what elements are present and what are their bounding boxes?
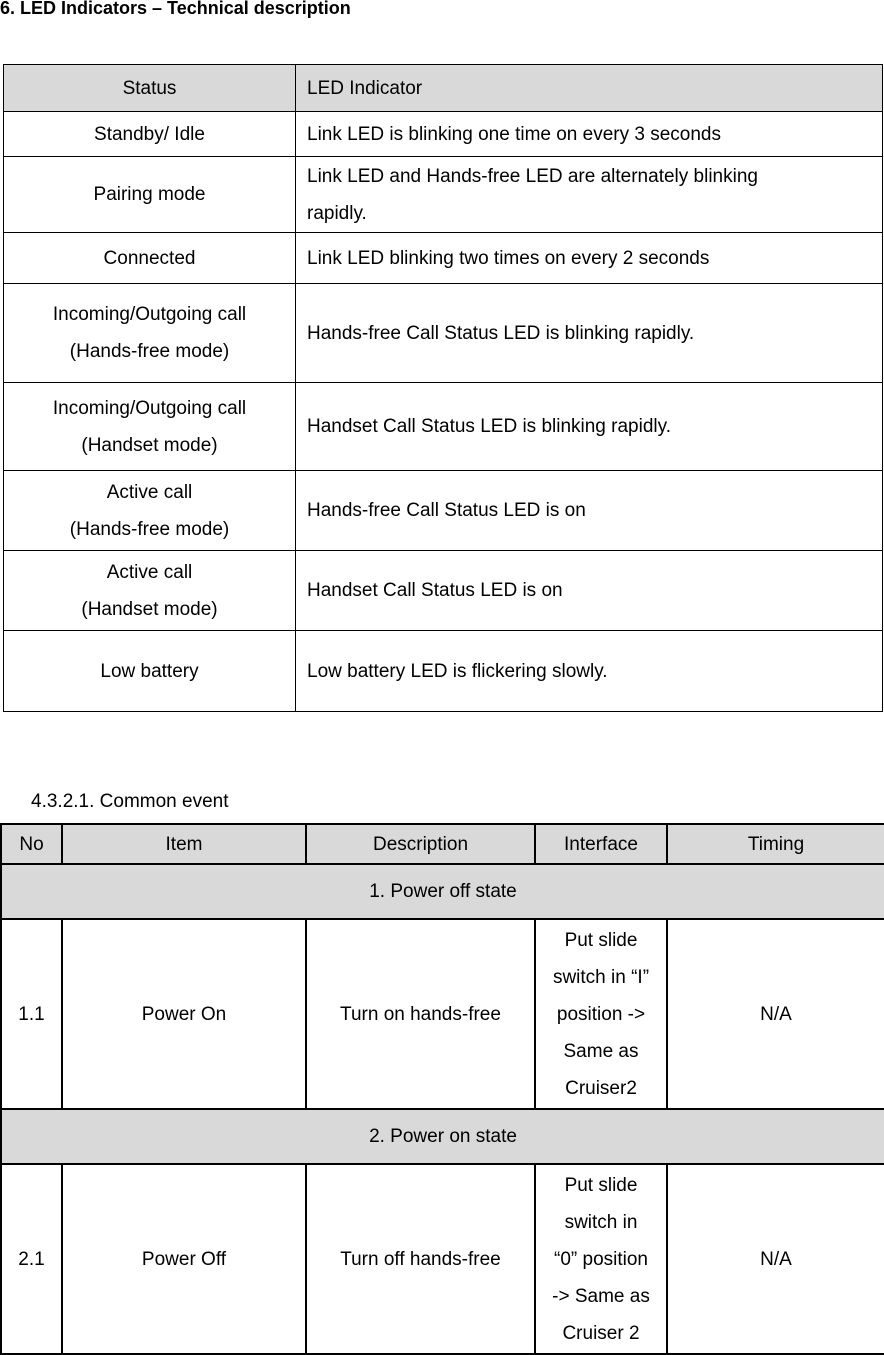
indicator-line: Link LED and Hands-free LED are alternately blinking <box>307 165 758 187</box>
status-line: Connected <box>103 247 196 269</box>
section-header-row <box>1 1109 884 1164</box>
header-item: Item <box>62 824 306 864</box>
status-cell <box>4 383 296 471</box>
item-cell: Power Off <box>62 1164 306 1354</box>
led-indicator-cell <box>296 112 883 157</box>
interface-line: switch in “I” <box>552 966 650 988</box>
status-cell <box>4 233 296 284</box>
led-indicator-cell <box>296 383 883 471</box>
event-row <box>1 919 884 1109</box>
description-cell: Turn off hands-free <box>306 1164 535 1354</box>
led-table-row <box>4 112 883 157</box>
led-indicator-cell <box>296 631 883 712</box>
indicator-line: Handset Call Status LED is on <box>307 580 563 601</box>
status-line: (Hands-free mode) <box>69 341 230 362</box>
status-line: (Hands-free mode) <box>69 518 230 540</box>
status-line: (Handset mode) <box>81 434 218 456</box>
interface-line: Cruiser2 <box>565 1077 637 1099</box>
led-table-row <box>4 233 883 284</box>
led-indicator-cell <box>296 471 883 551</box>
status-line: Active call <box>106 561 193 583</box>
status-line: Low battery <box>100 660 199 682</box>
led-indicator-cell <box>296 233 883 284</box>
event-table-header-row <box>1 824 884 864</box>
led-table-header-row <box>4 65 883 112</box>
header-description: Description <box>306 824 535 864</box>
header-interface: Interface <box>535 824 667 864</box>
timing-cell: N/A <box>667 1164 884 1354</box>
led-indicator-cell <box>296 551 883 631</box>
status-cell <box>4 551 296 631</box>
interface-cell <box>535 919 667 1109</box>
status-cell <box>4 631 296 712</box>
led-table-row <box>4 284 883 383</box>
led-indicator-table <box>3 64 883 712</box>
interface-line: position -> <box>556 1003 646 1025</box>
status-line: Pairing mode <box>93 184 206 205</box>
no-cell: 1.1 <box>1 919 62 1109</box>
header-timing: Timing <box>667 824 884 864</box>
status-cell <box>4 112 296 157</box>
indicator-line: Link LED is blinking one time on every 3 seconds <box>307 123 722 145</box>
section-header-row <box>1 864 884 919</box>
status-line: Incoming/Outgoing call <box>52 304 247 325</box>
status-cell <box>4 157 296 233</box>
section-subheading: 4.3.2.1. Common event <box>31 791 229 812</box>
interface-line: Put slide <box>564 929 638 951</box>
page-heading: 6. LED Indicators – Technical description <box>0 0 351 18</box>
indicator-line: Handset Call Status LED is blinking rapidly. <box>307 416 671 437</box>
led-table-row <box>4 383 883 471</box>
section-title: 1. Power off state <box>1 864 884 919</box>
led-table-row <box>4 471 883 551</box>
header-status: Status <box>4 65 296 112</box>
common-event-table <box>0 823 884 1355</box>
description-cell: Turn on hands-free <box>306 919 535 1109</box>
status-line: Standby/ Idle <box>94 123 205 145</box>
interface-line: Same as <box>563 1040 639 1062</box>
interface-line: Put slide <box>564 1174 638 1196</box>
status-line: Active call <box>106 481 193 503</box>
led-indicator-cell <box>296 157 883 233</box>
led-table-row <box>4 157 883 233</box>
led-table-row <box>4 631 883 712</box>
indicator-line: Hands-free Call Status LED is blinking rapidly. <box>307 322 695 344</box>
status-line: Incoming/Outgoing call <box>52 397 247 419</box>
status-cell <box>4 284 296 383</box>
item-cell: Power On <box>62 919 306 1109</box>
event-row <box>1 1164 884 1354</box>
header-no: No <box>1 824 62 864</box>
status-cell <box>4 471 296 551</box>
no-cell: 2.1 <box>1 1164 62 1354</box>
led-indicator-cell <box>296 284 883 383</box>
interface-cell <box>535 1164 667 1354</box>
interface-line: -> Same as <box>552 1285 650 1307</box>
header-led-indicator: LED Indicator <box>296 65 883 112</box>
timing-cell: N/A <box>667 919 884 1109</box>
indicator-line: Link LED blinking two times on every 2 seconds <box>307 247 710 269</box>
indicator-line: Hands-free Call Status LED is on <box>307 500 586 521</box>
status-line: (Handset mode) <box>81 598 218 620</box>
interface-line: switch in <box>564 1211 638 1233</box>
indicator-line: rapidly. <box>307 202 367 224</box>
interface-line: “0” position <box>554 1248 648 1270</box>
section-title: 2. Power on state <box>1 1109 884 1164</box>
indicator-line: Low battery LED is flickering slowly. <box>307 660 608 682</box>
interface-line: Cruiser 2 <box>562 1322 640 1344</box>
led-table-row <box>4 551 883 631</box>
